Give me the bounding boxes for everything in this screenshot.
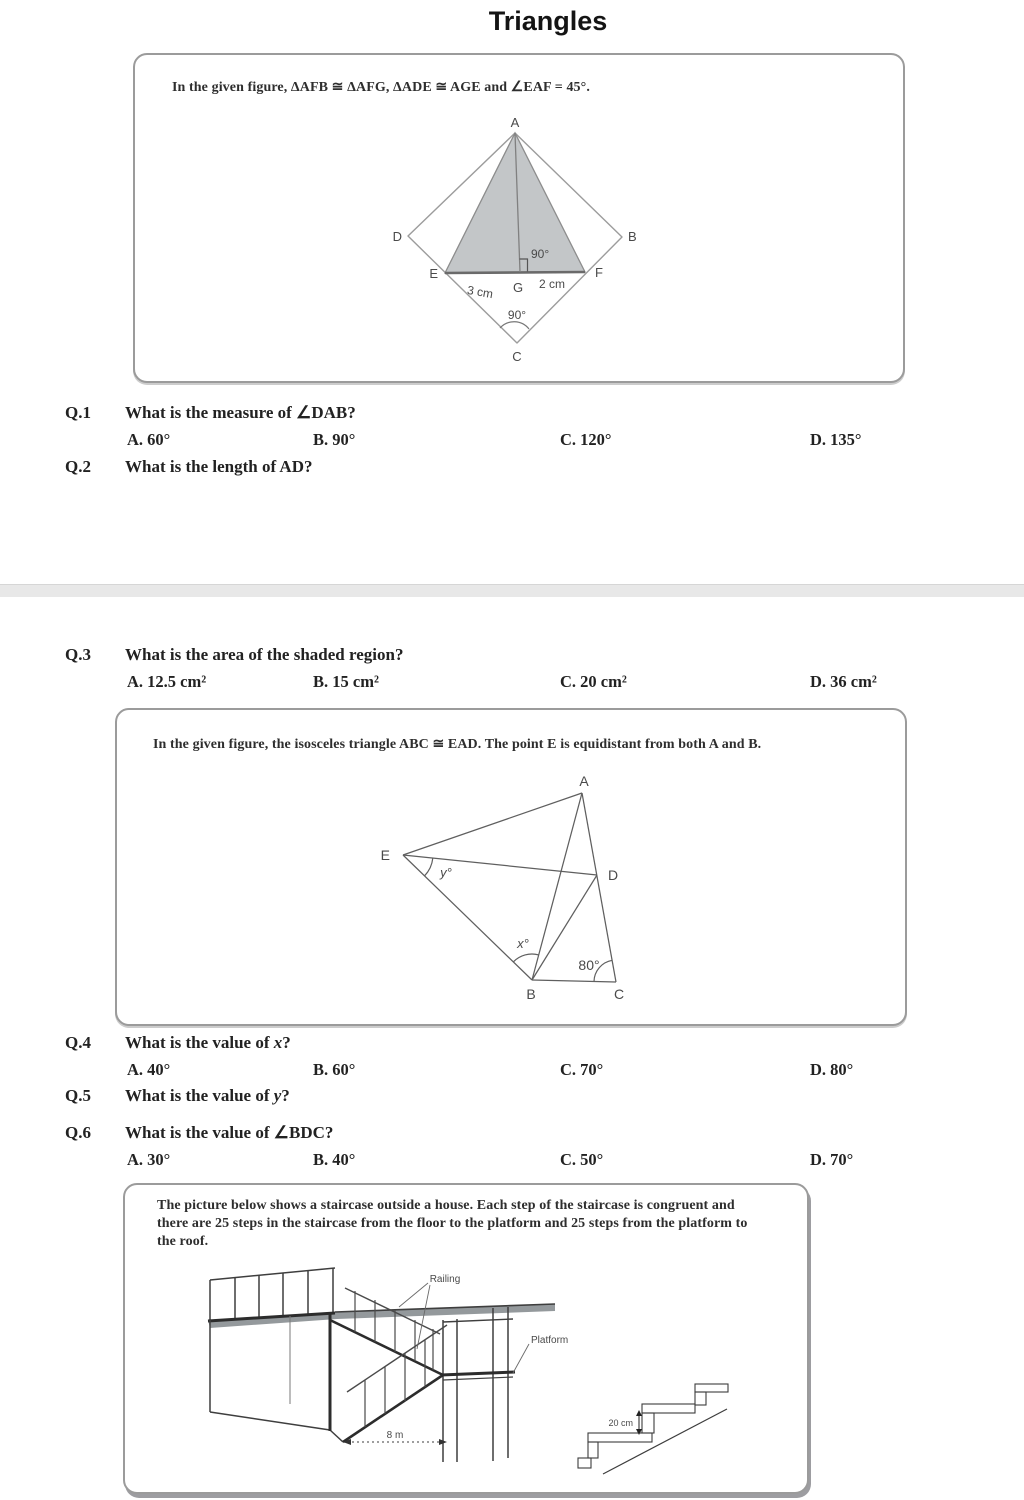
riser-dimension: [608, 1410, 642, 1435]
figure-2-lines: [403, 793, 619, 982]
question-6-option-d: D. 70°: [810, 1150, 854, 1169]
vertex-label-B: B: [628, 229, 637, 244]
question-4-id: Q.4: [65, 1033, 91, 1052]
question-2-text: What is the length of AD?: [125, 457, 313, 476]
isosceles-triangle-figure: [368, 758, 668, 1013]
step-detail: [578, 1384, 728, 1474]
vertex-label-F: F: [595, 265, 603, 280]
angle-80-label: 80°: [578, 957, 600, 973]
page-title: Triangles: [488, 6, 608, 36]
question-4-text: What is the value of x?: [125, 1033, 291, 1052]
question-6-option-a: A. 30°: [127, 1150, 171, 1169]
question-1-option-a: A. 60°: [127, 430, 171, 449]
question-3-option-b: B. 15 cm²: [313, 672, 379, 691]
question-4-option-d: D. 80°: [810, 1060, 854, 1079]
angle-90-C-label: 90°: [507, 308, 527, 322]
caption-line-2: there are 25 steps in the staircase from the floor to the platform and 25 steps from the platform to: [157, 1216, 748, 1231]
angle-arc-C: [500, 322, 529, 329]
figure-1-caption: In the given figure, ΔAFB ≅ ΔAFG, ΔADE ≅ AGE and ∠EAF = 45°.: [172, 80, 590, 95]
roof-surface: [208, 1304, 555, 1328]
house-frame: [210, 1316, 343, 1442]
question-6-id: Q.6: [65, 1123, 91, 1142]
vertex-label-G: G: [512, 280, 524, 295]
vertex-label-D: D: [392, 229, 402, 244]
question-6-text: What is the value of ∠BDC?: [125, 1123, 334, 1142]
caption-line-3: the roof.: [157, 1234, 209, 1249]
question-3-text: What is the area of the shaded region?: [125, 645, 404, 664]
figure-3-caption: [157, 1197, 787, 1251]
angle-arc-E: [425, 858, 433, 876]
vertex-label-E: E: [429, 266, 438, 281]
question-3-option-a: A. 12.5 cm²: [127, 672, 207, 691]
angle-x-label: x°: [517, 936, 529, 951]
question-4-option-b: B. 60°: [313, 1060, 356, 1079]
vertex-label-A: A: [579, 773, 589, 789]
segment-GF-label: 2 cm: [538, 277, 566, 291]
platform-label: Platform: [531, 1335, 569, 1346]
kite-figure: [380, 100, 650, 385]
section-divider: [0, 584, 1024, 597]
vertex-label-D: D: [608, 867, 619, 883]
question-3-id: Q.3: [65, 645, 91, 664]
angle-90-G-label: 90°: [531, 247, 550, 261]
platform-pointer: [513, 1344, 529, 1373]
staircase-figure: [195, 1262, 740, 1484]
question-3-option-c: C. 20 cm²: [560, 672, 627, 691]
fence: [210, 1268, 335, 1320]
vertex-label-C: C: [512, 349, 522, 364]
figure-2-caption: In the given figure, the isosceles triangle ABC ≅ EAD. The point E is equidistant from both A and B.: [153, 737, 762, 752]
base-length-label: 8 m: [386, 1430, 404, 1441]
question-3-option-d: D. 36 cm²: [810, 672, 877, 691]
variable-y: y: [273, 1086, 282, 1105]
angle-arc-B: [513, 954, 538, 962]
question-6-option-b: B. 40°: [313, 1150, 356, 1169]
riser-height-label: 20 cm: [608, 1418, 633, 1428]
variable-x: x: [273, 1033, 283, 1052]
shaded-triangle: [445, 133, 585, 273]
stringer-upper: [330, 1320, 443, 1375]
question-1-option-c: C. 120°: [560, 430, 612, 449]
vertex-label-C: C: [613, 986, 625, 1002]
question-5-text: What is the value of y?: [125, 1086, 290, 1105]
question-4-option-c: C. 70°: [560, 1060, 604, 1079]
angle-y-label: y°: [440, 865, 452, 880]
vertex-label-B: B: [526, 986, 536, 1002]
question-1-option-b: B. 90°: [313, 430, 356, 449]
caption-line-1: The picture below shows a staircase outside a house. Each step of the staircase is congruent and: [157, 1198, 735, 1213]
question-6-option-c: C. 50°: [560, 1150, 604, 1169]
segment-EG-label: 3 cm: [466, 282, 495, 302]
base-EF: [445, 272, 585, 273]
question-2-id: Q.2: [65, 457, 91, 476]
platform-frame: [443, 1307, 513, 1462]
question-1-text: What is the measure of ∠DAB?: [125, 403, 356, 422]
question-1-id: Q.1: [65, 403, 91, 422]
vertex-label-A: A: [510, 115, 520, 130]
question-1-option-d: D. 135°: [810, 430, 862, 449]
platform-edge: [441, 1372, 515, 1375]
vertex-label-E: E: [380, 847, 390, 863]
question-4-option-a: A. 40°: [127, 1060, 171, 1079]
railing-label: Railing: [429, 1274, 461, 1285]
question-5-id: Q.5: [65, 1086, 91, 1105]
